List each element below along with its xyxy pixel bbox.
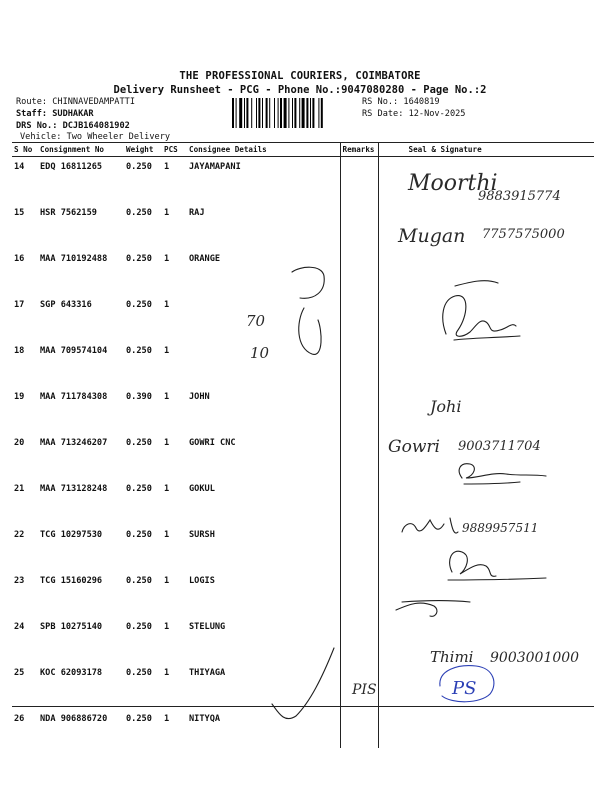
staff-label: Staff: SUDHAKAR xyxy=(16,109,94,119)
handwritten-hook-mark xyxy=(292,267,324,354)
col-header-weight: Weight xyxy=(124,143,162,157)
cell-sno: 23 xyxy=(14,576,25,586)
cell-weight: 0.250 xyxy=(126,622,152,632)
drs-number: DRS No.: DCJB164081902 xyxy=(16,121,130,131)
cell-consignee: ORANGE xyxy=(189,254,221,264)
cell-sno: 21 xyxy=(14,484,25,494)
cell-consignee: LOGIS xyxy=(189,576,215,586)
signature-mugan: Mugan xyxy=(398,225,466,247)
cell-sno: 26 xyxy=(14,714,25,724)
cell-weight: 0.250 xyxy=(126,668,152,678)
signature-gowri: Gowri xyxy=(388,437,440,457)
rs-number: RS No.: 1640819 xyxy=(362,97,440,107)
cell-weight: 0.250 xyxy=(126,714,152,724)
cell-consignment: NDA 906886720 xyxy=(40,714,108,724)
cell-consignment: KOC 62093178 xyxy=(40,668,103,678)
cell-consignee: SURSH xyxy=(189,530,215,540)
checkmark xyxy=(272,648,334,719)
cell-consignee: GOKUL xyxy=(189,484,215,494)
cell-weight: 0.250 xyxy=(126,530,152,540)
signature-john: Johi xyxy=(430,397,462,416)
vehicle-label: Vehicle: Two Wheeler Delivery xyxy=(20,132,171,142)
cell-weight: 0.250 xyxy=(126,576,152,586)
cell-pcs: 1 xyxy=(164,162,170,172)
route-label: Route: CHINNAVEDAMPATTI xyxy=(16,97,135,107)
cell-sno: 18 xyxy=(14,346,25,356)
cell-consignee: JOHN xyxy=(189,392,210,402)
signature-moorthi: Moorthi xyxy=(408,171,498,196)
remarks-pis: PIS xyxy=(352,682,377,698)
cell-consignee: THIYAGA xyxy=(189,668,226,678)
rs-date: RS Date: 12-Nov-2025 xyxy=(362,109,466,119)
stamp-ps: PS xyxy=(452,678,477,699)
note-row-17: 70 xyxy=(246,312,266,330)
cell-sno: 24 xyxy=(14,622,25,632)
col-header-remarks: Remarks xyxy=(340,143,378,157)
runsheet-subtitle: Delivery Runsheet - PCG - Phone No.:9047080280 - Page No.:2 xyxy=(113,84,487,96)
signature-phone-26: 9003001000 xyxy=(490,650,580,666)
signature-underline-18 xyxy=(454,336,520,340)
cell-pcs: 1 xyxy=(164,208,170,218)
cell-sno: 17 xyxy=(14,300,25,310)
cell-sno: 16 xyxy=(14,254,25,264)
signature-scribble-24 xyxy=(396,601,470,617)
cell-pcs: 1 xyxy=(164,530,170,540)
cell-consignment: EDQ 16811265 xyxy=(40,162,103,172)
signature-gowri-phone: 9003711704 xyxy=(458,439,541,454)
cell-pcs: 1 xyxy=(164,346,170,356)
cell-pcs: 1 xyxy=(164,392,170,402)
note-row-18: 10 xyxy=(250,344,270,362)
signature-scribble-23 xyxy=(448,551,546,580)
cell-consignment: MAA 711784308 xyxy=(40,392,108,402)
cell-sno: 22 xyxy=(14,530,25,540)
signature-scribble-17 xyxy=(443,281,516,337)
cell-sno: 25 xyxy=(14,668,25,678)
signature-phone-22: 9889957511 xyxy=(462,521,539,535)
cell-consignee: GOWRI CNC xyxy=(189,438,236,448)
cell-pcs: 1 xyxy=(164,576,170,586)
signature-scribble-22 xyxy=(402,518,458,533)
cell-consignment: MAA 713246207 xyxy=(40,438,108,448)
cell-pcs: 1 xyxy=(164,622,170,632)
cell-weight: 0.250 xyxy=(126,208,152,218)
cell-weight: 0.250 xyxy=(126,438,152,448)
cell-weight: 0.250 xyxy=(126,484,152,494)
col-header-consignment: Consignment No xyxy=(38,143,124,157)
cell-consignee: STELUNG xyxy=(189,622,226,632)
cell-consignee: JAYAMAPANI xyxy=(189,162,241,172)
col-header-sno: S No xyxy=(12,143,38,157)
cell-consignment: SGP 643316 xyxy=(40,300,92,310)
signature-moorthi-phone: 9883915774 xyxy=(478,189,561,204)
cell-weight: 0.390 xyxy=(126,392,152,402)
cell-consignment: MAA 709574104 xyxy=(40,346,108,356)
cell-consignment: SPB 10275140 xyxy=(40,622,103,632)
col-header-pcs: PCS xyxy=(162,143,187,157)
cell-sno: 20 xyxy=(14,438,25,448)
signature-thimi: Thimi xyxy=(430,648,474,666)
company-title: THE PROFESSIONAL COURIERS, COIMBATORE xyxy=(179,70,421,82)
cell-weight: 0.250 xyxy=(126,162,152,172)
cell-consignee: NITYQA xyxy=(189,714,221,724)
col-header-signature: Seal & Signature xyxy=(378,143,594,157)
cell-weight: 0.250 xyxy=(126,300,152,310)
cell-pcs: 1 xyxy=(164,300,170,310)
cell-consignment: MAA 710192488 xyxy=(40,254,108,264)
signature-scribble-21 xyxy=(459,464,546,484)
col-header-consignee: Consignee Details xyxy=(187,143,340,157)
cell-pcs: 1 xyxy=(164,714,170,724)
cell-weight: 0.250 xyxy=(126,346,152,356)
cell-sno: 14 xyxy=(14,162,25,172)
cell-weight: 0.250 xyxy=(126,254,152,264)
cell-consignment: TCG 10297530 xyxy=(40,530,103,540)
cell-consignee: RAJ xyxy=(189,208,205,218)
cell-pcs: 1 xyxy=(164,484,170,494)
signature-mugan-phone: 7757575000 xyxy=(482,227,565,242)
cell-sno: 15 xyxy=(14,208,25,218)
cell-pcs: 1 xyxy=(164,254,170,264)
cell-sno: 19 xyxy=(14,392,25,402)
cell-pcs: 1 xyxy=(164,668,170,678)
cell-consignment: HSR 7562159 xyxy=(40,208,97,218)
cell-consignment: MAA 713128248 xyxy=(40,484,108,494)
cell-consignment: TCG 15160296 xyxy=(40,576,103,586)
cell-pcs: 1 xyxy=(164,438,170,448)
